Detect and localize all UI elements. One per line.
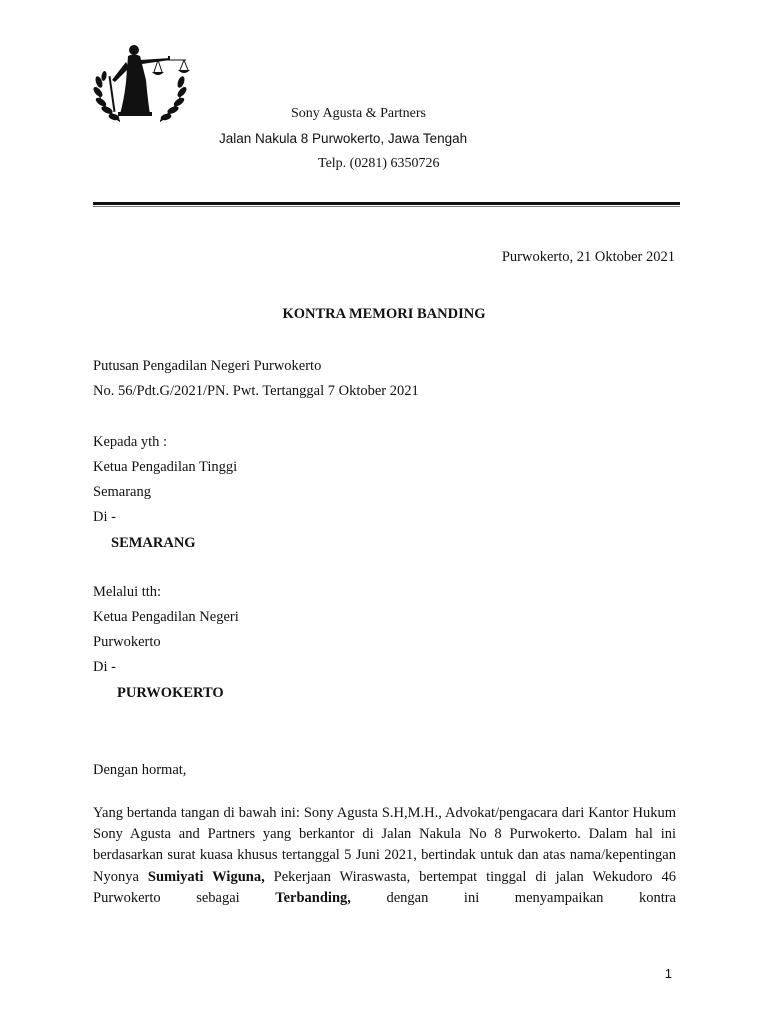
via-line-1: Ketua Pengadilan Negeri (93, 609, 239, 625)
client-name: Sumiyati Wiguna, (147, 868, 265, 885)
greeting: Dengan hormat, (93, 762, 187, 778)
recipient-line-1: Ketua Pengadilan Tinggi (93, 459, 238, 475)
via-di: Di - (93, 659, 116, 675)
recipient-di: Di - (93, 509, 116, 525)
via-line-2: Purwokerto (93, 634, 161, 650)
page-number: 1 (664, 966, 672, 981)
document-title: KONTRA MEMORI BANDING (282, 306, 486, 322)
firm-phone: Telp. (0281) 6350726 (318, 156, 440, 171)
header-divider-thick (93, 202, 680, 205)
firm-address: Jalan Nakula 8 Purwokerto, Jawa Tengah (219, 131, 468, 146)
header-divider-thin (93, 206, 680, 207)
party-role: Terbanding, (275, 889, 351, 906)
recipient-salutation: Kepada yth : (93, 434, 168, 450)
reference-line-2: No. 56/Pdt.G/2021/PN. Pwt. Tertanggal 7 Oktober 2021 (93, 383, 419, 399)
reference-line-1: Putusan Pengadilan Negeri Purwokerto (93, 358, 322, 374)
via-salutation: Melalui tth: (93, 584, 162, 600)
lady-justice-logo (90, 40, 190, 126)
body-text-1: Yang bertanda tangan di bawah ini: Sony Agusta S.H,M.H., Advokat/pengacara dari Kantor Hukum Sony Agusta and Partners yang berkantor di Jalan Nakula No 8 Purwokerto. Dalam hal ini berdasarkan surat kuasa khusus tertanggal 5 Juni 2021, bertindak untuk dan atas nama/kepentingan Nyonya (93, 805, 676, 885)
letter-date: Purwokerto, 21 Oktober 2021 (501, 249, 675, 265)
via-city: PURWOKERTO (117, 685, 224, 701)
recipient-line-2: Semarang (93, 484, 151, 500)
body-text-3: dengan ini menyampaikan kontra (350, 889, 676, 906)
body-text-2: Pekerjaan Wiraswasta, bertempat tinggal di jalan Wekudoro 46 Purwokerto sebagai (93, 868, 676, 906)
body-paragraph (93, 803, 676, 909)
recipient-city: SEMARANG (111, 535, 196, 551)
firm-name: Sony Agusta & Partners (291, 106, 426, 121)
